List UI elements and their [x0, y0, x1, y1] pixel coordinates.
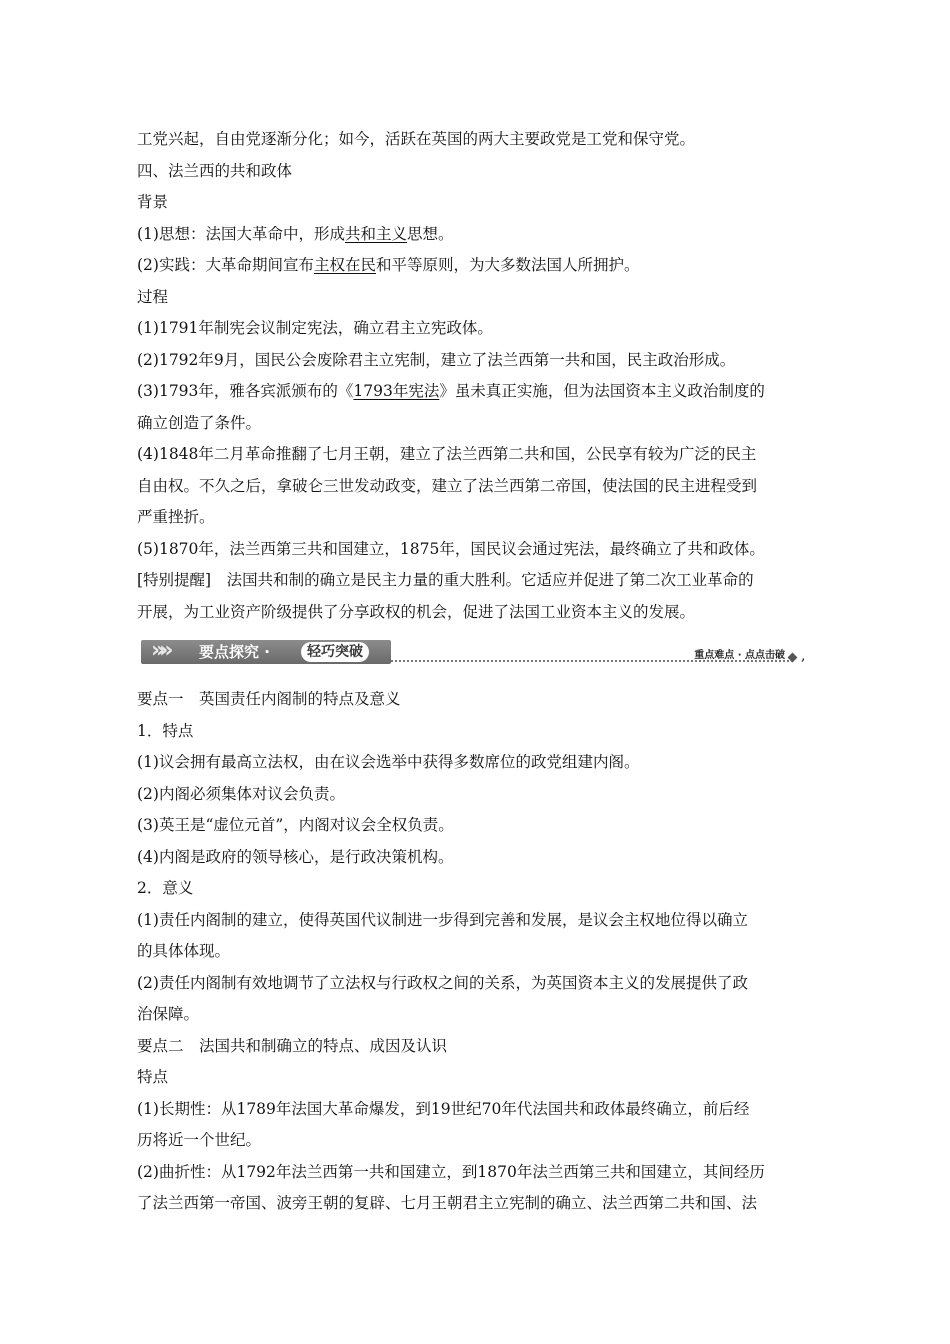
text-line: (4)1848年二月革命推翻了七月王朝，建立了法兰西第二共和国，公民享有较为广泛的民主 — [137, 445, 757, 463]
subheading-background: 背景 — [137, 193, 169, 211]
text-line: 历将近一个世纪。 — [137, 1131, 262, 1149]
text-line: (1)思想：法国大革命中，形成共和主义思想。 — [137, 224, 454, 243]
document-page — [137, 124, 817, 1220]
text-line: (4)内阁是政府的领导核心，是行政决策机构。 — [137, 847, 454, 866]
text-line: (5)1870年，法兰西第三共和国建立，1875年，国民议会通过宪法，最终确立了共和政体。 — [137, 539, 765, 558]
section-top — [137, 124, 817, 628]
text-line: 严重挫折。 — [137, 508, 215, 526]
text-line: (2)内阁必须集体对议会负责。 — [137, 784, 345, 803]
subheading-features: 1．特点 — [137, 721, 194, 740]
double-chevron-right-icon: »» — [151, 638, 168, 663]
text-line: 确立创造了条件。 — [137, 413, 262, 432]
special-reminder: [特别提醒] 法国共和制的确立是民主力量的重大胜利。它适应并促进了第二次工业革命的 — [137, 571, 754, 589]
section-bottom — [137, 684, 817, 1220]
text-line: (1)1791年制宪会议制定宪法，确立君主立宪政体。 — [137, 319, 493, 337]
underlined-term: 1793年宪法 — [353, 382, 440, 400]
text-line: (1)议会拥有最高立法权，由在议会选举中获得多数席位的政党组建内阁。 — [137, 753, 640, 771]
text-line: (1)责任内阁制的建立，使得英国代议制进一步得到完善和发展，是议会主权地位得以确立 — [137, 910, 748, 929]
text-line: (2)曲折性：从1792年法兰西第一共和国建立，到1870年法兰西第三共和国建立，其间经历 — [137, 1162, 765, 1181]
subheading-significance: 2．意义 — [137, 879, 194, 897]
underlined-term: 共和主义 — [344, 224, 407, 243]
banner-comma: , — [801, 648, 806, 664]
text-line: 治保障。 — [137, 1005, 200, 1023]
text-line: 了法兰西第一帝国、波旁王朝的复辟、七月王朝君主立宪制的确立、法兰西第二共和国、法 — [137, 1194, 758, 1212]
subheading-features: 特点 — [137, 1068, 169, 1086]
key-point-heading: 要点二 法国共和制确立的特点、成因及认识 — [137, 1036, 448, 1055]
text-line: (1)长期性：从1789年法国大革命爆发，到19世纪70年代法国共和政体最终确立，前后经 — [137, 1099, 750, 1118]
text-line: (2)实践：大革命期间宣布主权在民和平等原则，为大多数法国人所拥护。 — [137, 256, 640, 274]
text-line: 工党兴起，自由党逐渐分化；如今，活跃在英国的两大主要政党是工党和保守党。 — [137, 130, 696, 148]
text-line: 开展，为工业资产阶级提供了分享政权的机会，促进了法国工业资本主义的发展。 — [137, 602, 696, 621]
section-heading: 四、法兰西的共和政体 — [137, 161, 293, 180]
text-line: (3)1793年，雅各宾派颁布的《1793年宪法》虽未真正实施，但为法国资本主义政治制度的 — [137, 382, 765, 400]
banner-highlight: 轻巧突破 — [301, 642, 369, 662]
text-line: (2)1792年9月，国民公会废除君主立宪制，建立了法兰西第一共和国，民主政治形成。 — [137, 350, 736, 369]
text-line: (2)责任内阁制有效地调节了立法权与行政权之间的关系，为英国资本主义的发展提供了政 — [137, 973, 748, 992]
text-line: 的具体体现。 — [137, 942, 231, 960]
underlined-term: 主权在民 — [313, 256, 376, 274]
text-line: (3)英王是“虚位元首”，内阁对议会全权负责。 — [137, 816, 454, 834]
banner-title: 要点探究 · — [199, 643, 270, 661]
subheading-process: 过程 — [137, 287, 169, 306]
text-line: 自由权。不久之后，拿破仑三世发动政变，建立了法兰西第二帝国，使法国的民主进程受到 — [137, 476, 758, 495]
section-banner — [137, 630, 817, 680]
key-point-heading: 要点一 英国责任内阁制的特点及意义 — [137, 690, 401, 708]
banner-subtitle: 重点难点 · 点点击破 — [694, 650, 785, 661]
